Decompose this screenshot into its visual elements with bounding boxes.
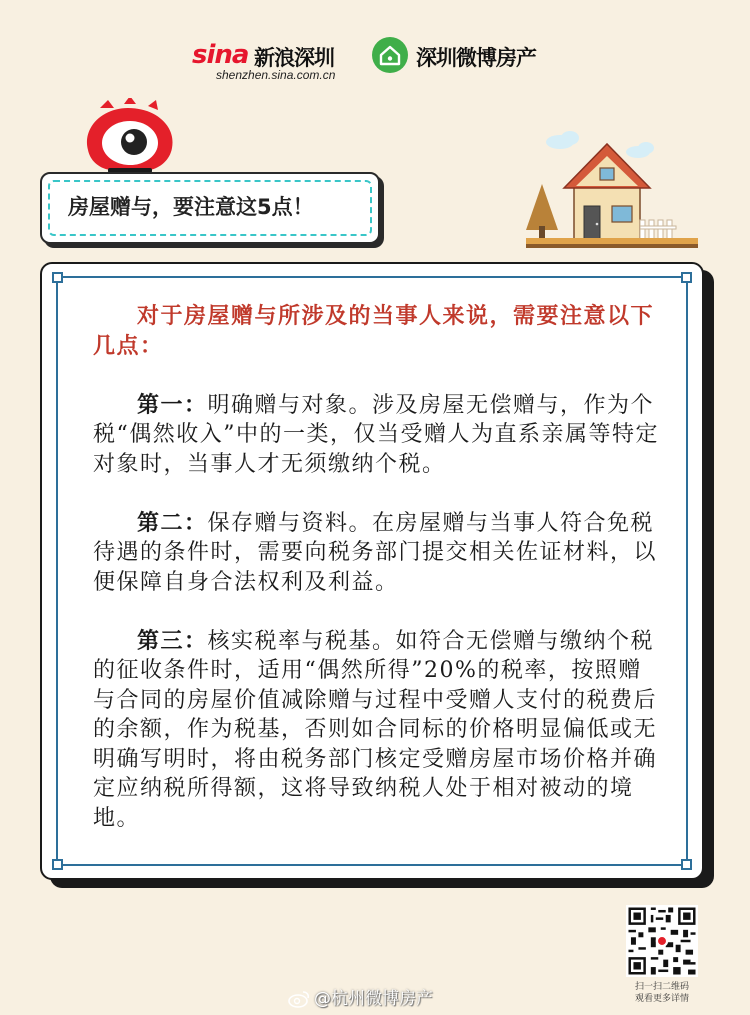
title-box bbox=[40, 172, 380, 244]
frame-corner bbox=[681, 859, 692, 870]
weibo-eye-mascot-icon bbox=[80, 98, 180, 173]
sina-shenzhen-logo bbox=[192, 36, 382, 82]
point-paragraph-3 bbox=[93, 627, 661, 834]
qr-code-icon[interactable] bbox=[626, 905, 698, 977]
frame-corner bbox=[52, 859, 63, 870]
weibo-house-icon bbox=[372, 37, 408, 73]
watermark bbox=[288, 984, 433, 1009]
weibo-logo-icon bbox=[288, 990, 310, 1008]
qr-caption-line: 扫一扫二维码 bbox=[634, 982, 689, 992]
intro-paragraph: 对于房屋赠与所涉及的当事人来说，需要注意以下几点： bbox=[93, 303, 655, 359]
point-lead: 第一： bbox=[137, 391, 208, 418]
sina-wordmark: sina bbox=[192, 40, 249, 70]
sina-url: shenzhen.sina.com.cn bbox=[216, 68, 336, 82]
qr-caption bbox=[620, 981, 704, 1005]
point-text: 明确赠与对象。涉及房屋无偿赠与，作为个税“偶然收入”中的一类，仅当受赠人为直系亲属等特定对象时，当事人才无须缴纳个税。 bbox=[93, 392, 659, 477]
point-paragraph-1 bbox=[93, 391, 661, 480]
house-illustration-icon bbox=[520, 126, 700, 250]
point-paragraph-2 bbox=[93, 509, 661, 598]
frame-corner bbox=[681, 272, 692, 283]
sina-shenzhen-name: 新浪深圳 bbox=[254, 46, 334, 70]
point-text: 核实税率与税基。如符合无偿赠与缴纳个税的征收条件时，适用“偶然所得”20%的税率，按照赠与合同的房屋价值减除赠与过程中受赠人支付的税费后的余额，作为税基，否则如合同标的价格明显偏低或无明确写明时，将由税务部门核定受赠房屋市场价格并确定应纳税所得额，这将导致纳税人处于相对被动的境地。 bbox=[93, 628, 658, 831]
article-body bbox=[93, 302, 661, 863]
qr-caption-line: 观看更多详情 bbox=[634, 994, 689, 1004]
watermark-text: @杭州微博房产 bbox=[314, 989, 433, 1009]
point-lead: 第二： bbox=[137, 509, 208, 536]
frame-corner bbox=[52, 272, 63, 283]
point-text: 保存赠与资料。在房屋赠与当事人符合免税待遇的条件时，需要向税务部门提交相关佐证材料，以便保障自身合法权利及利益。 bbox=[93, 510, 658, 595]
point-lead: 第三： bbox=[137, 627, 208, 654]
page-title: 房屋赠与，要注意这5点！ bbox=[68, 195, 314, 219]
weibo-house-label: 深圳微博房产 bbox=[416, 46, 536, 70]
